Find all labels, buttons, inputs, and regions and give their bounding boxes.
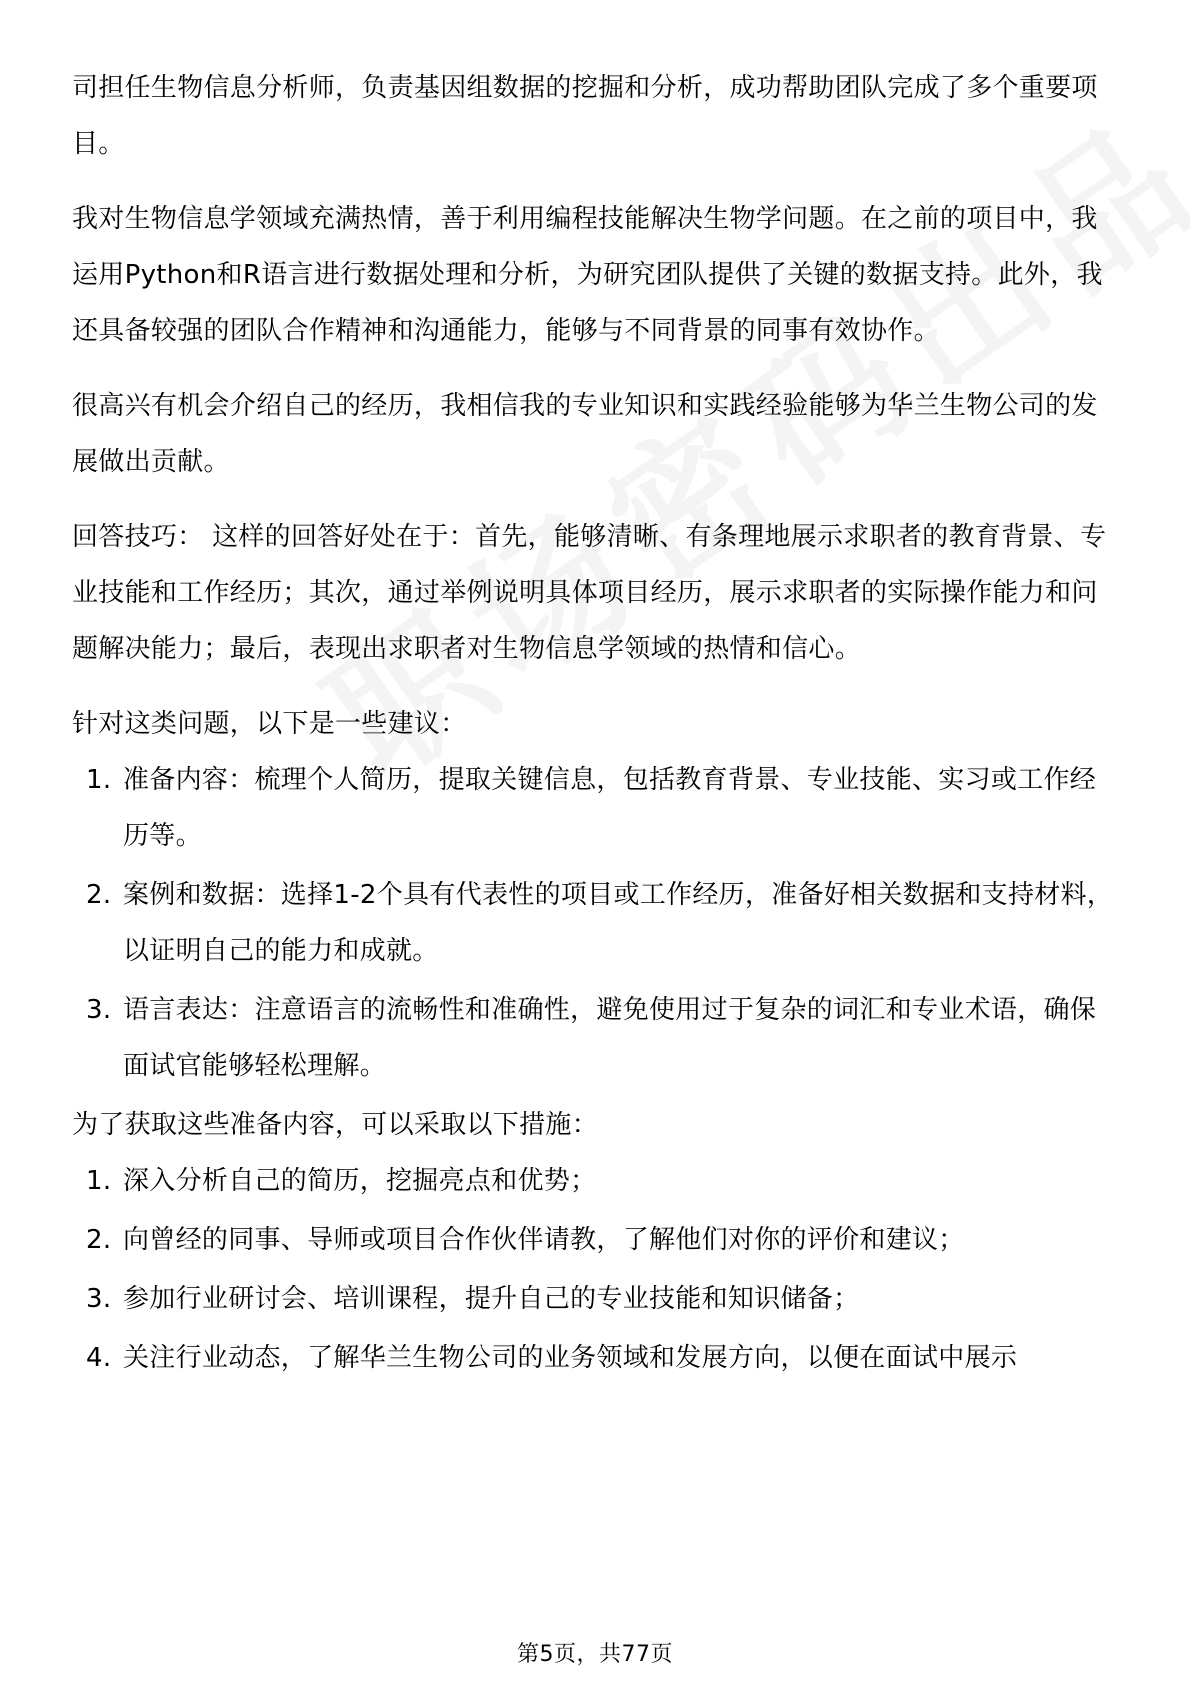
list-number: 3. <box>86 995 112 1025</box>
list-number: 1. <box>86 1166 112 1196</box>
paragraph-suggestions-intro: 针对这类问题，以下是一些建议： <box>72 709 467 739</box>
list-number: 4. <box>86 1343 112 1373</box>
page-indicator: 第5页，共77页 <box>517 1642 673 1667</box>
list-item <box>72 1330 1117 1386</box>
paragraph-intro-end: 司担任生物信息分析师，负责基因组数据的挖掘和分析，成功帮助团队完成了多个重要项目。 <box>72 73 1098 159</box>
paragraph-passion: 我对生物信息学领域充满热情，善于利用编程技能解决生物学问题。在之前的项目中，我运用Python和R语言进行数据处理和分析，为研究团队提供了关键的数据支持。此外，我还具备较强的团队合作精神和沟通能力，能够与不同背景的同事有效协作。 <box>72 204 1103 346</box>
list-number: 3. <box>86 1284 112 1314</box>
measures-list <box>72 1153 1117 1386</box>
list-item-text: 参加行业研讨会、培训课程，提升自己的专业技能和知识储备； <box>123 1284 860 1314</box>
list-item-text: 向曾经的同事、导师或项目合作伙伴请教，了解他们对你的评价和建议； <box>123 1225 965 1255</box>
list-number: 1. <box>86 765 112 795</box>
list-item <box>72 1153 1117 1209</box>
list-number: 2. <box>86 1225 112 1255</box>
suggestions-list <box>72 752 1117 1094</box>
list-item <box>72 867 1117 979</box>
list-item-text: 语言表达：注意语言的流畅性和准确性，避免使用过于复杂的词汇和专业术语，确保面试官能够轻松理解。 <box>123 995 1097 1081</box>
list-item <box>72 1271 1117 1327</box>
list-item-text: 深入分析自己的简历，挖掘亮点和优势； <box>123 1166 597 1196</box>
paragraph-measures-intro: 为了获取这些准备内容，可以采取以下措施： <box>72 1110 599 1140</box>
paragraph-closing: 很高兴有机会介绍自己的经历，我相信我的专业知识和实践经验能够为华兰生物公司的发展做出贡献。 <box>72 391 1098 477</box>
document-body <box>72 60 1117 1389</box>
list-number: 2. <box>86 880 112 910</box>
list-item-text: 案例和数据：选择1-2个具有代表性的项目或工作经历，准备好相关数据和支持材料，以证明自己的能力和成就。 <box>123 880 1114 966</box>
list-item-text: 准备内容：梳理个人简历，提取关键信息，包括教育背景、专业技能、实习或工作经历等。 <box>123 765 1097 851</box>
list-item-text: 关注行业动态，了解华兰生物公司的业务领域和发展方向，以便在面试中展示 <box>123 1343 1018 1373</box>
list-item <box>72 752 1117 864</box>
list-item <box>72 1212 1117 1268</box>
list-item <box>72 982 1117 1094</box>
paragraph-answer-tips: 回答技巧： 这样的回答好处在于：首先，能够清晰、有条理地展示求职者的教育背景、专业技能和工作经历；其次，通过举例说明具体项目经历，展示求职者的实际操作能力和问题解决能力；最后，表现出求职者对生物信息学领域的热情和信心。 <box>72 522 1107 664</box>
